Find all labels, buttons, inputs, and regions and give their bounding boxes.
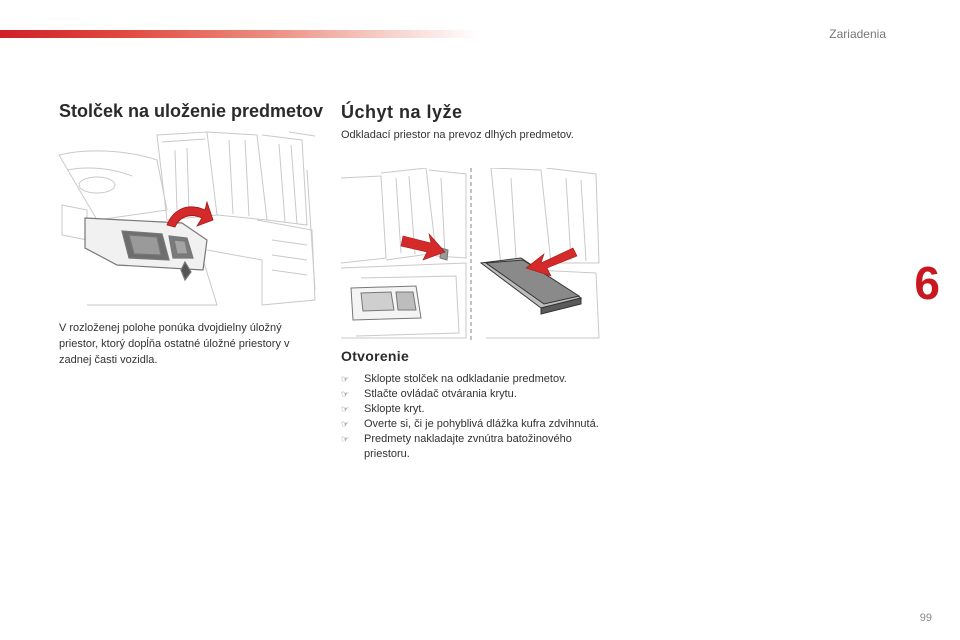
ski-flap-drawing [341,168,601,340]
section-name: Zariadenia [829,27,886,41]
armrest-storage-title: Stolček na uloženie predmetov [59,101,324,121]
pointing-hand-icon: ☞ [341,419,350,429]
ski-flap-title: Úchyt na lyže [341,102,463,122]
step-text: Stlačte ovládač otvárania krytu. [364,388,517,400]
list-item [341,402,611,417]
step-text: Sklopte stolček na odkladanie predmetov. [364,373,567,385]
opening-title: Otvorenie [341,348,410,364]
ski-flap-subtitle: Odkladací priestor na prevoz dlhých predmetov. [341,129,574,141]
header-color-bar [0,30,480,38]
armrest-description: V rozloženej polohe ponúka dvojdielny úložný priestor, ktorý dopĺňa ostatné úložné priestory v zadnej časti vozidla. [59,322,290,366]
pointing-hand-icon: ☞ [341,374,350,384]
pointing-hand-icon: ☞ [341,404,350,414]
list-item [341,387,611,402]
armrest-illustration [57,130,317,307]
chapter-number: 6 [914,257,940,309]
pointing-hand-icon: ☞ [341,434,350,444]
list-item [341,372,611,387]
page-number: 99 [919,612,932,624]
ski-flap-illustration [341,168,601,340]
armrest-drawing [57,130,317,307]
step-text: Predmety nakladajte zvnútra batožinového priestoru. [364,433,572,460]
fold-arrow-icon [167,202,213,227]
pointing-hand-icon: ☞ [341,389,350,399]
list-item [341,417,611,432]
list-item [341,432,611,462]
step-text: Sklopte kryt. [364,403,425,415]
opening-steps [341,372,611,462]
step-text: Overte si, či je pohyblivá dlážka kufra zdvihnutá. [364,418,599,430]
